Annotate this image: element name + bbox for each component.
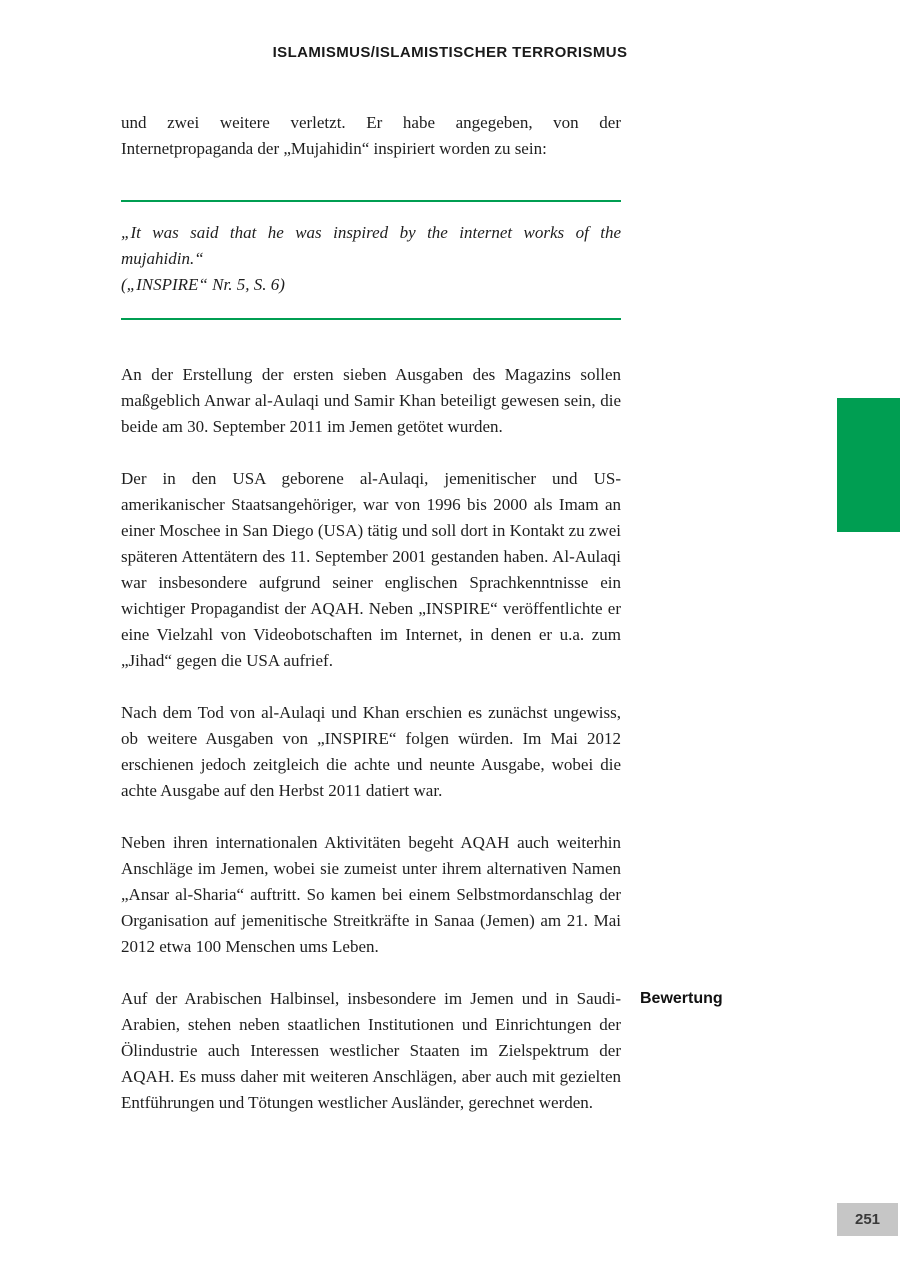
- body-paragraph: Neben ihren internationalen Aktivitäten begeht AQAH auch weiterhin Anschläge im Jemen, wobei sie zumeist unter ihrem alternativen Namen „Ansar al-Sharia“ auftritt. So kamen bei einem Selbstmordanschlag der Organisation auf jemenitische Streitkräfte in Sanaa (Jemen) am 21. Mai 2012 etwa 100 Menschen ums Leben.: [121, 833, 621, 956]
- quote-text: „It was said that he was inspired by the internet works of the mujahidin.“: [121, 223, 621, 268]
- body-paragraph: An der Erstellung der ersten sieben Ausgaben des Magazins sollen maßgeblich Anwar al-Aulaqi und Samir Khan beteiligt gewesen sein, die beide am 30. September 2011 im Jemen getötet wurden.: [121, 365, 621, 436]
- margin-note-bewertung: Bewertung: [640, 990, 723, 1007]
- section-edge-tab: [837, 398, 900, 532]
- intro-paragraph: und zwei weitere verletzt. Er habe angegeben, von der Internetpropaganda der „Mujahidin“ inspiriert worden zu sein:: [121, 113, 621, 158]
- page-header: ISLAMISMUS/ISLAMISTISCHER TERRORISMUS: [272, 44, 628, 61]
- assessment-paragraph: Auf der Arabischen Halbinsel, insbesondere im Jemen und in Saudi-Arabien, stehen neben staatlichen Institutionen und Einrichtungen der Ölindustrie auch Interessen westlicher Staaten im Zielspektrum der AQAH. Es muss daher mit weiteren Anschlägen, aber auch mit gezielten Entführungen und Tötungen westlicher Ausländer, gerechnet werden.: [121, 989, 621, 1112]
- text-column: [121, 110, 723, 1116]
- body-paragraph: Nach dem Tod von al-Aulaqi und Khan erschien es zunächst ungewiss, ob weitere Ausgaben von „INSPIRE“ folgen würden. Im Mai 2012 erschienen jedoch zeitgleich die achte und neunte Ausgabe, wobei die achte Ausgabe auf den Herbst 2011 datiert war.: [121, 703, 621, 800]
- quote-source: („INSPIRE“ Nr. 5, S. 6): [121, 275, 285, 294]
- page-number-badge: [837, 1203, 898, 1236]
- assessment-section: [121, 986, 723, 1116]
- quote-block: [121, 200, 621, 320]
- body-paragraph: Der in den USA geborene al-Aulaqi, jemenitischer und US-amerikanischer Staatsangehöriger, war von 1996 bis 2000 als Imam an einer Moschee in San Diego (USA) tätig und soll dort in Kontakt zu zwei späteren Attentätern des 11. September 2001 gestanden haben. Al-Aulaqi war insbesondere aufgrund seiner englischen Sprachkenntnisse ein wichtiger Propagandist der AQAH. Neben „INSPIRE“ veröffentlichte er eine Vielzahl von Videobotschaften im Internet, in denen er u.a. zum „Jihad“ gegen die USA aufrief.: [121, 469, 621, 670]
- page-number-text: 251: [854, 1211, 881, 1228]
